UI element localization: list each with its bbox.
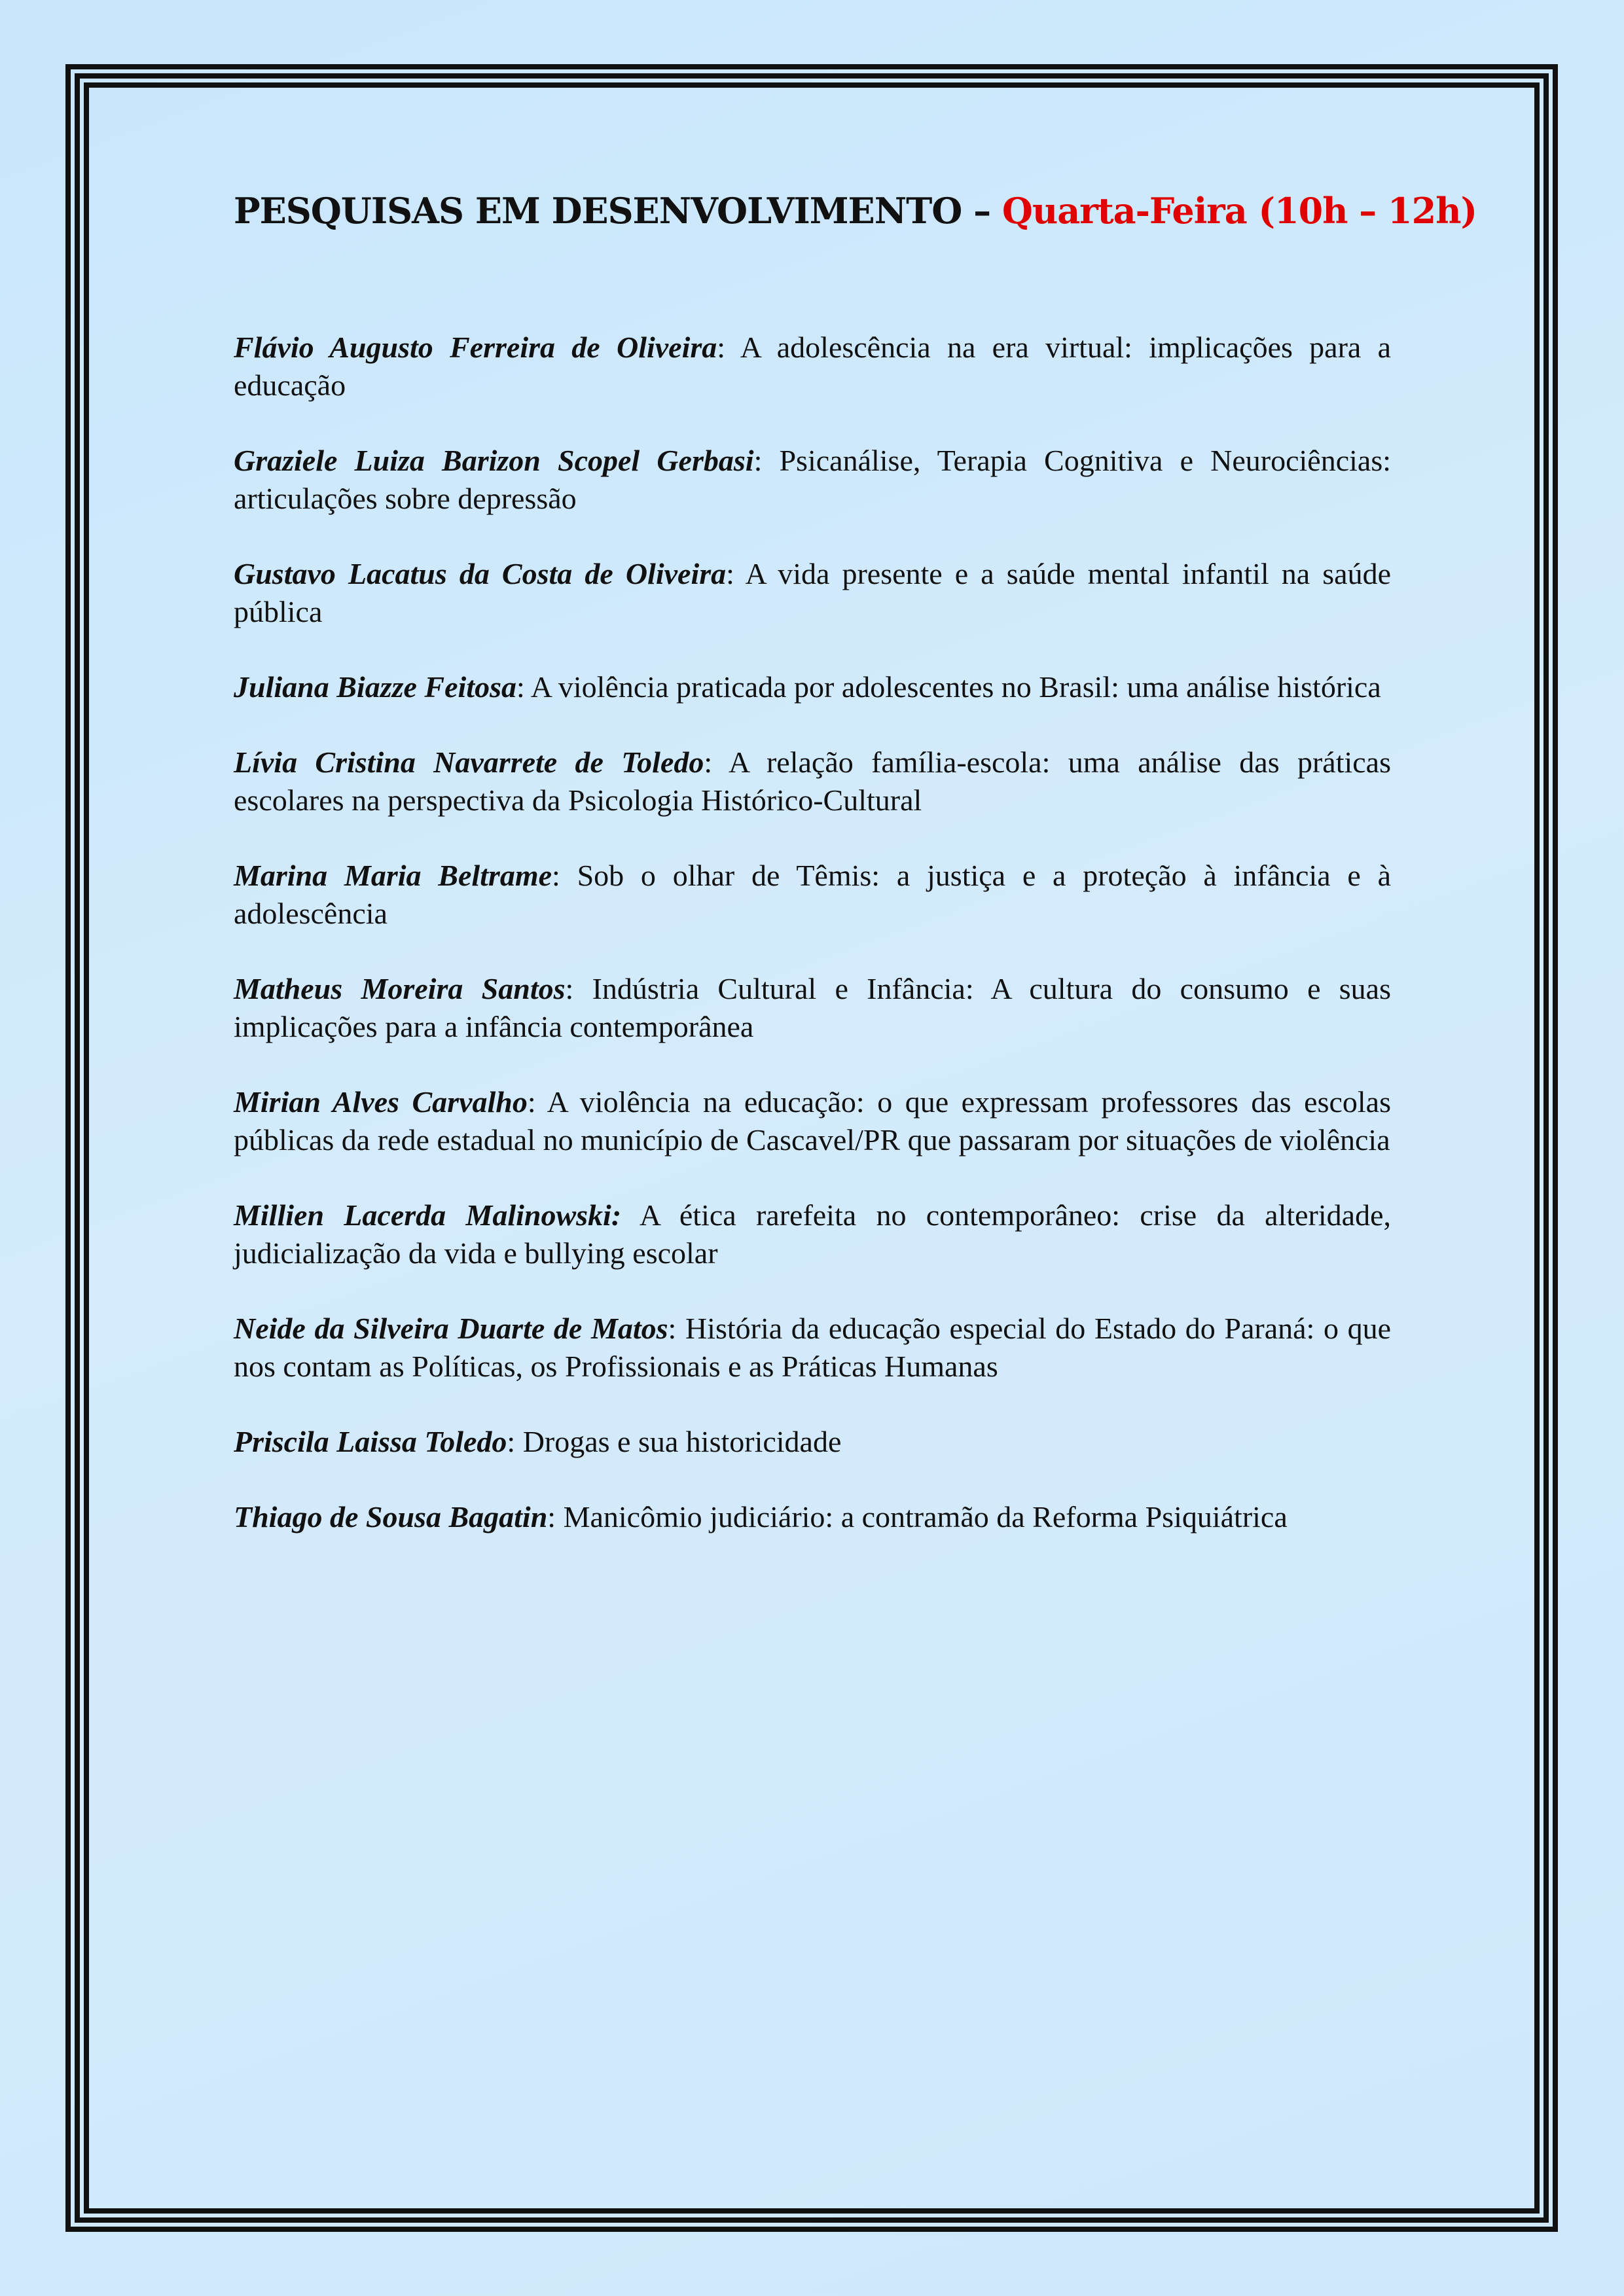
entry-title: A adolescência na era virtual: implicações para a educação xyxy=(234,331,1392,402)
entry-separator: : xyxy=(552,859,560,892)
entry-separator: : xyxy=(704,745,713,779)
entry-author: Priscila Laissa Toledo xyxy=(234,1425,507,1458)
entry-author: Gustavo Lacatus da Costa de Oliveira xyxy=(234,557,727,590)
entry-separator: : xyxy=(547,1500,556,1534)
research-entry xyxy=(234,668,1391,706)
entry-separator: : xyxy=(565,972,574,1005)
entry-author: Graziele Luiza Barizon Scopel Gerbasi xyxy=(234,444,754,477)
research-entry xyxy=(234,744,1391,819)
entry-separator: : xyxy=(668,1312,677,1345)
entry-title: Indústria Cultural e Infância: A cultura do consumo e suas implicações para a infância contemporânea xyxy=(234,972,1391,1043)
entry-author: Thiago de Sousa Bagatin xyxy=(234,1500,548,1534)
entry-author: Mirian Alves Carvalho xyxy=(234,1085,528,1119)
document-content xyxy=(234,190,1477,1573)
research-entry xyxy=(234,1310,1391,1386)
entry-author: Marina Maria Beltrame xyxy=(234,859,552,892)
entry-title: A ética rarefeita no contemporâneo: crise da alteridade, judicialização da vida e bullying escolar xyxy=(234,1198,1391,1270)
entry-separator: : xyxy=(527,1085,536,1119)
entry-separator: : xyxy=(753,444,763,477)
entry-separator: : xyxy=(717,331,726,364)
entry-title: A violência praticada por adolescentes no Brasil: uma análise histórica xyxy=(524,670,1381,704)
entry-author: Lívia Cristina Navarrete de Toledo xyxy=(234,745,704,779)
research-entry xyxy=(234,970,1391,1046)
page-title xyxy=(234,190,1477,232)
entry-title: A relação família-escola: uma análise das práticas escolares na perspectiva da Psicologia Histórico-Cultural xyxy=(234,745,1391,817)
entry-title: Drogas e sua historicidade xyxy=(515,1425,842,1458)
entry-author: Neide da Silveira Duarte de Matos xyxy=(234,1312,668,1345)
entry-separator: : xyxy=(516,670,525,704)
entry-title: Manicômio judiciário: a contramão da Reforma Psiquiátrica xyxy=(556,1500,1288,1534)
entry-title: Sob o olhar de Têmis: a justiça e a proteção à infância e à adolescência xyxy=(234,859,1392,930)
research-entry xyxy=(234,555,1391,631)
research-entry xyxy=(234,1083,1391,1159)
title-separator: – xyxy=(962,190,1002,232)
research-entry xyxy=(234,1498,1391,1536)
research-entry xyxy=(234,1196,1391,1272)
research-entry xyxy=(234,1423,1391,1461)
research-list xyxy=(234,329,1391,1536)
schedule-text: Quarta-Feira (10h – 12h) xyxy=(1001,190,1477,232)
entry-separator: : xyxy=(726,557,734,590)
entry-author: Millien Lacerda Malinowski: xyxy=(234,1198,622,1232)
entry-author: Juliana Biazze Feitosa xyxy=(234,670,516,704)
entry-title: História da educação especial do Estado do Paraná: o que nos contam as Políticas, os Profissionais e as Práticas Humanas xyxy=(234,1312,1391,1383)
research-entry xyxy=(234,329,1391,404)
title-text: PESQUISAS EM DESENVOLVIMENTO xyxy=(234,190,962,232)
entry-author: Flávio Augusto Ferreira de Oliveira xyxy=(234,331,717,364)
research-entry xyxy=(234,442,1391,518)
entry-separator: : xyxy=(507,1425,516,1458)
entry-title: Psicanálise, Terapia Cognitiva e Neurociências: articulações sobre depressão xyxy=(234,444,1391,515)
entry-author: Matheus Moreira Santos xyxy=(234,972,566,1005)
research-entry xyxy=(234,857,1391,933)
entry-title: A violência na educação: o que expressam professores das escolas públicas da rede estadual no município de Cascavel/PR que passaram por situações de violência xyxy=(234,1085,1392,1157)
entry-title: A vida presente e a saúde mental infantil na saúde pública xyxy=(234,557,1391,628)
